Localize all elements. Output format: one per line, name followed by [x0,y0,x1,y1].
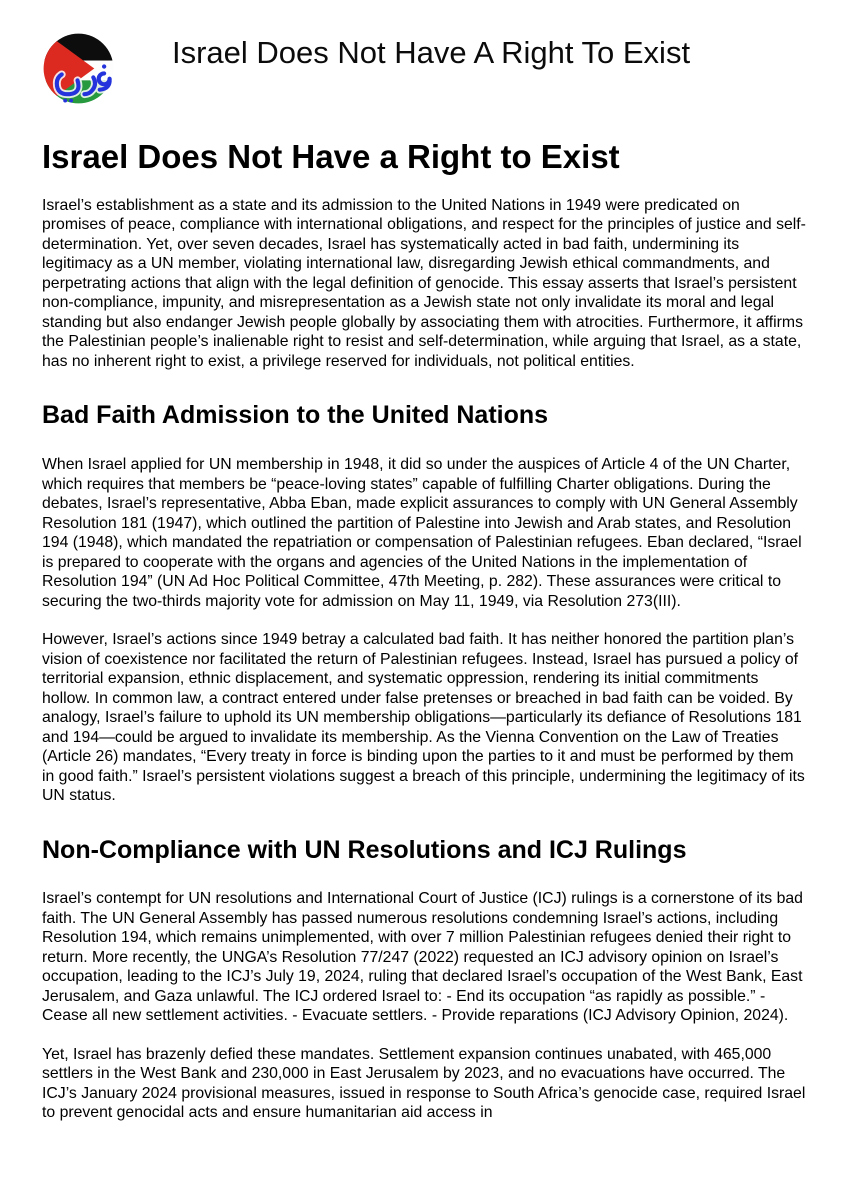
paragraph: Yet, Israel has brazenly defied these mandates. Settlement expansion continues unabated, with 465,000 settlers in the West Bank and 230,000 in East Jerusalem by 2023, and no evacuations have occurred. The ICJ’s January 2024 provisional measures, issued in response to South Africa’s genocide case, required Israel to prevent genocidal acts and ensure humanitarian aid access in [42,1045,806,1122]
paragraph: Israel’s contempt for UN resolutions and International Court of Justice (ICJ) rulings is a cornerstone of its bad faith. The UN General Assembly has passed numerous resolutions condemning Israel’s actions, including Resolution 194, which remains unimplemented, with over 7 million Palestinian refugees denied their right to return. More recently, the UNGA’s Resolution 77/247 (2022) requested an ICJ advisory opinion on Israel’s occupation, leading to the ICJ’s July 19, 2024, ruling that declared Israel’s occupation of the West Bank, East Jerusalem, and Gaza unlawful. The ICJ ordered Israel to: - End its occupation “as rapidly as possible.” - Cease all new settlement activities. - Evacuate settlers. - Provide reparations (ICJ Advisory Opinion, 2024). [42,890,803,1025]
site-logo[interactable] [43,33,114,104]
article-title: Israel Does Not Have a Right to Exist [42,138,620,175]
site-header [0,0,848,112]
section-heading-bad-faith-admission: Bad Faith Admission to the United Nations [42,401,549,430]
paragraph: When Israel applied for UN membership in 1948, it did so under the auspices of Article 4 of the UN Charter, which requires that members be “peace-loving states” capable of fulfilling Charter obligations. During the debates, Israel’s representative, Abba Eban, made explicit assurances to comply with UN General Assembly Resolution 181 (1947), which outlined the partition of Palestine into Jewish and Arab states, and Resolution 194 (1948), which mandated the repatriation or compensation of Palestinian refugees. Eban declared, “Israel is prepared to cooperate with the organs and agencies of the United Nations in the implementation of Resolution 194” (UN Ad Hoc Political Committee, 47th Meeting, p. 282). These assurances were critical to securing the two-thirds majority vote for admission on May 11, 1949, via Resolution 273(III). [42,456,802,610]
article-content [0,138,848,1123]
section-heading-non-compliance: Non-Compliance with UN Resolutions and ICJ Rulings [42,835,687,864]
paragraph: However, Israel’s actions since 1949 betray a calculated bad faith. It has neither honored the partition plan’s vision of coexistence nor facilitated the return of Palestinian refugees. Instead, Israel has pursued a policy of territorial expansion, ethnic displacement, and systematic oppression, rendering its initial commitments hollow. In common law, a contract entered under false pretenses or breached in bad faith can be voided. By analogy, Israel’s failure to uphold its UN membership obligations—particularly its defiance of Resolutions 181 and 194—could be argued to invalidate its membership. As the Vienna Convention on the Law of Treaties (Article 26) mandates, “Every treaty in force is binding upon the parties to it and must be performed by them in good faith.” Israel’s persistent violations suggest a breach of this principle, undermining the legitimacy of its UN status. [42,631,805,805]
palestine-flag-logo-icon [43,33,114,104]
site-header-title: Israel Does Not Have A Right To Exist [172,35,691,70]
intro-paragraph: Israel’s establishment as a state and its admission to the United Nations in 1949 were predicated on promises of peace, compliance with international obligations, and respect for the principles of justice and self-determination. Yet, over seven decades, Israel has systematically acted in bad faith, undermining its legitimacy as a UN member, violating international law, disregarding Jewish ethical commandments, and perpetrating actions that align with the legal definition of genocide. This essay asserts that Israel’s persistent non-compliance, impunity, and misrepresentation as a Jewish state not only invalidate its moral and legal standing but also endanger Jewish people globally by associating them with atrocities. Furthermore, it affirms the Palestinian people’s inalienable right to resist and self-determination, while arguing that Israel, as a state, has no inherent right to exist, a privilege reserved for individuals, not political entities. [42,196,806,370]
